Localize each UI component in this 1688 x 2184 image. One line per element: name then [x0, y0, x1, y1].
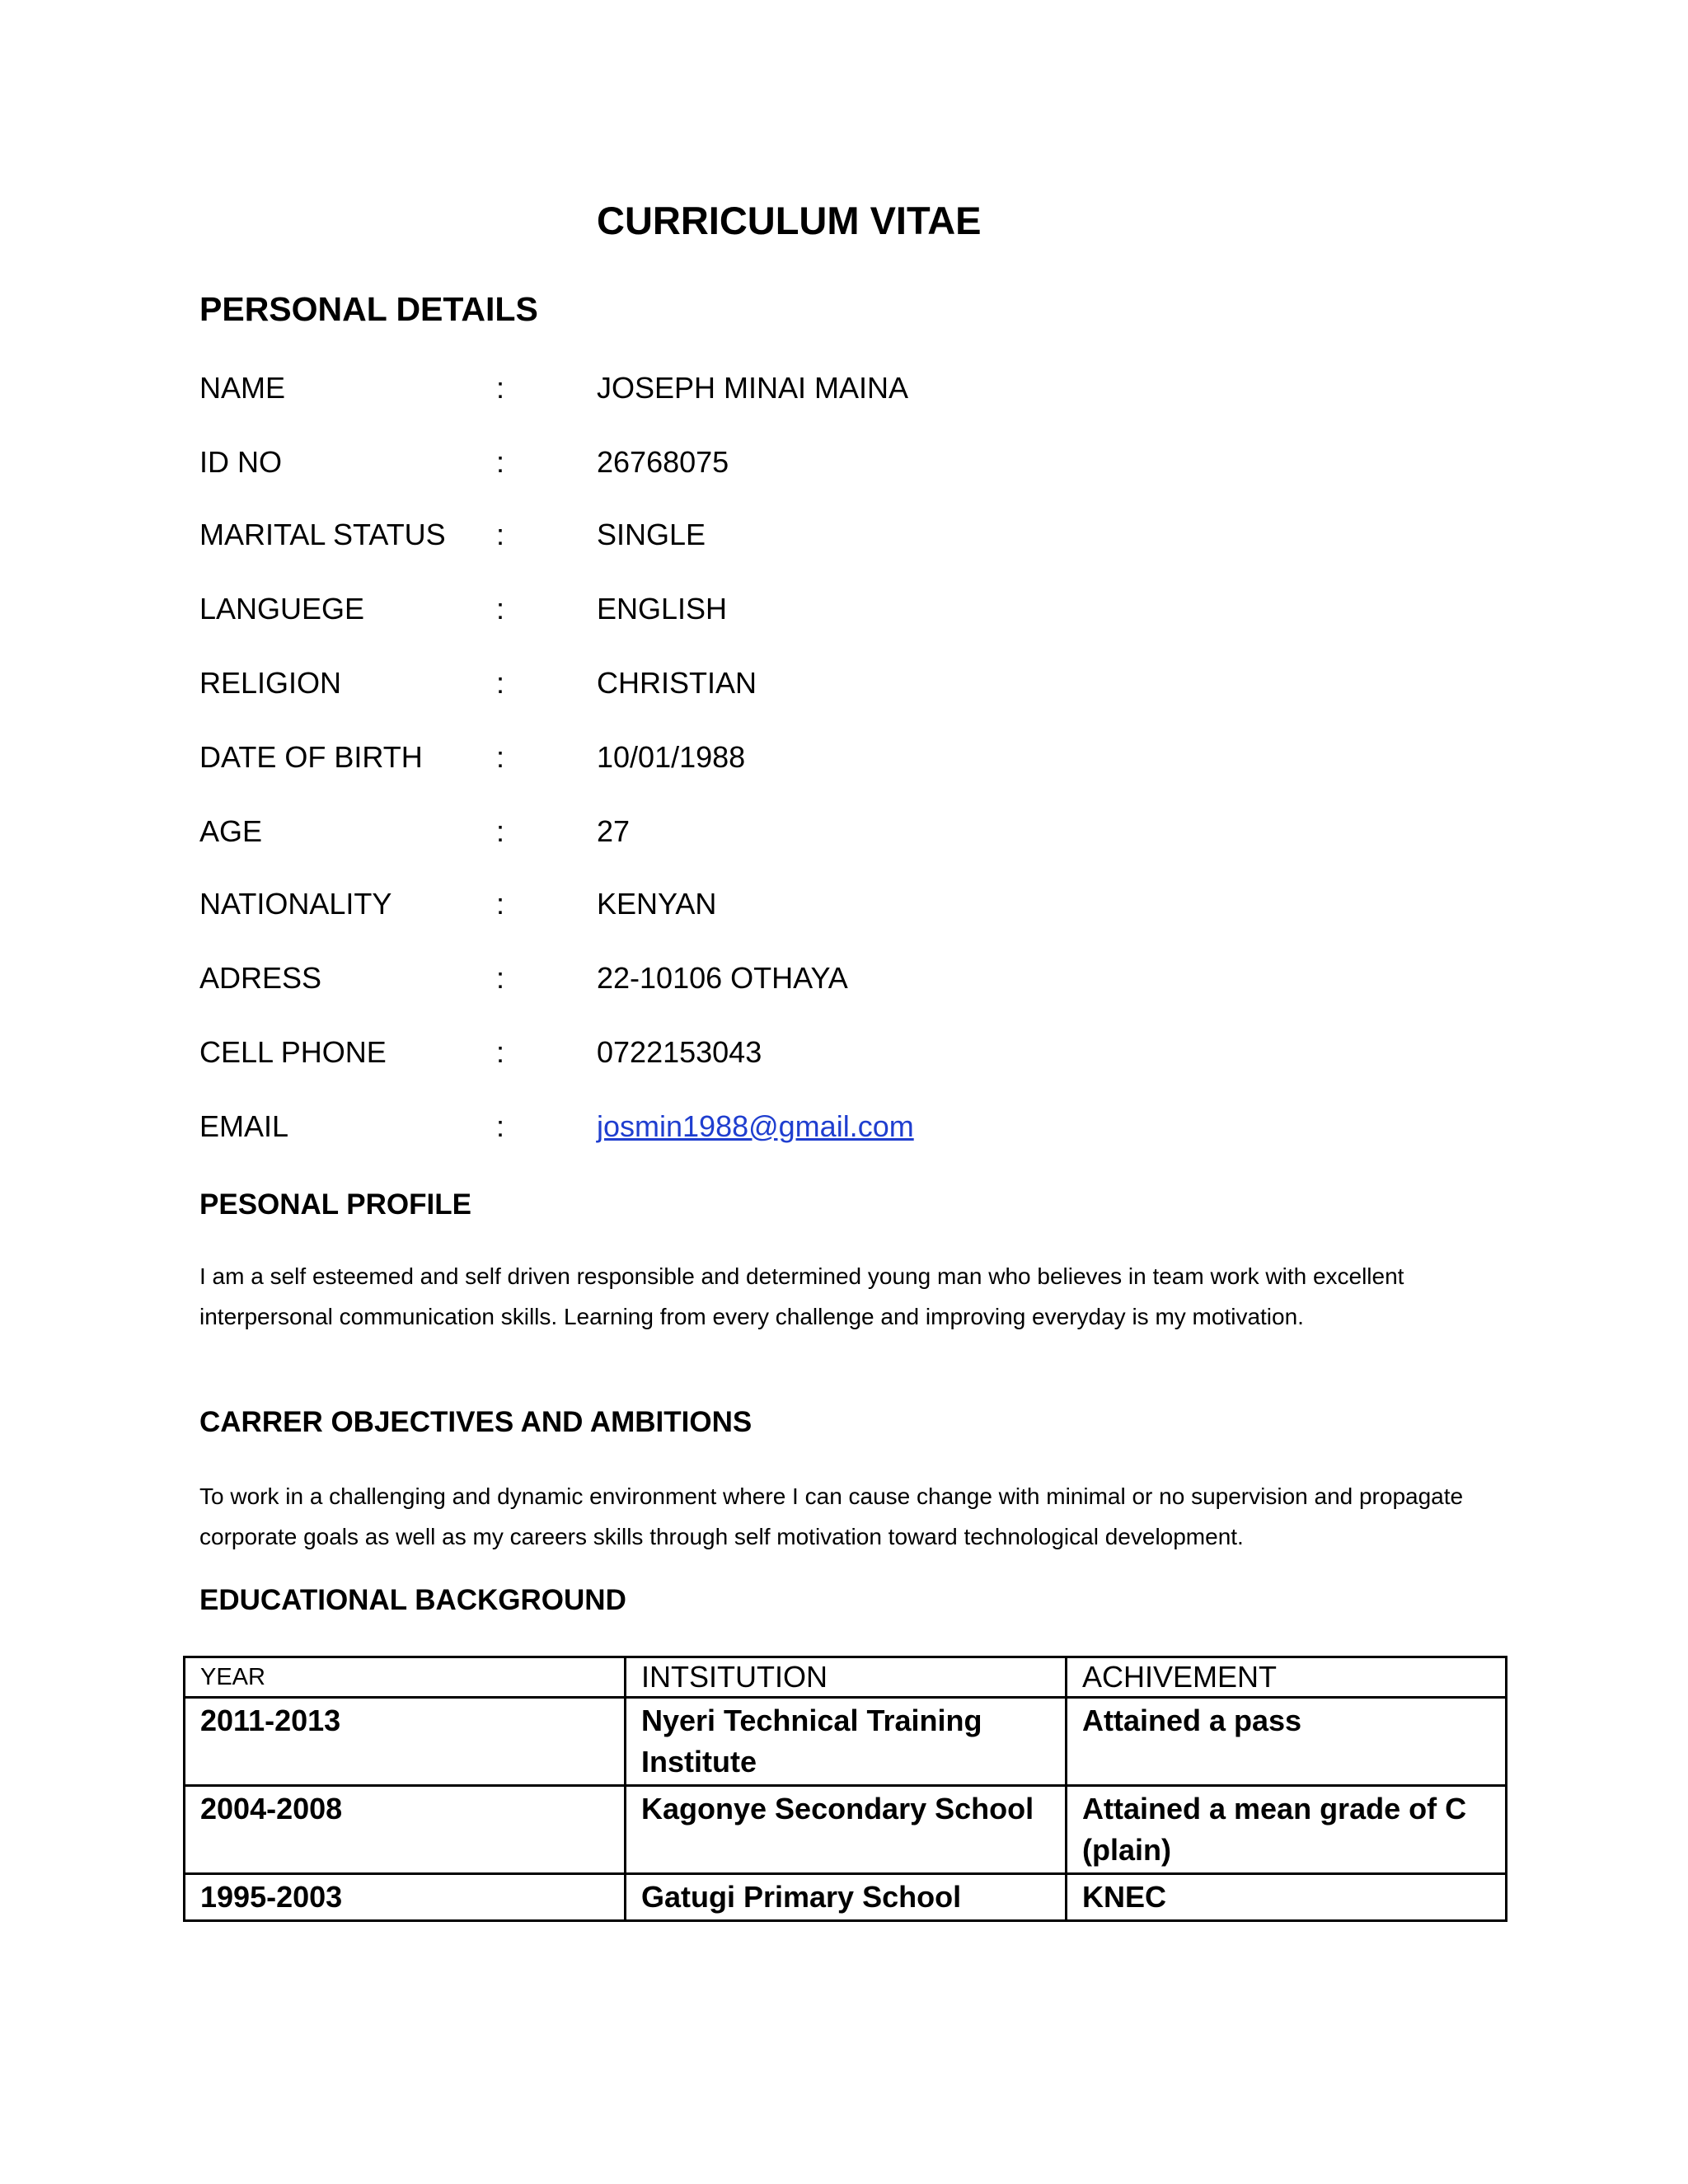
column-header-achievement: ACHIVEMENT: [1067, 1657, 1507, 1698]
education-table: [183, 1656, 1507, 1922]
detail-row-marital-status: [199, 518, 1436, 559]
table-row: [185, 1698, 1507, 1786]
detail-label: AGE: [199, 814, 263, 848]
cell-institution: Nyeri Technical Training Institute: [626, 1698, 1067, 1786]
cell-year: 2011-2013: [185, 1698, 626, 1786]
detail-row-religion: [199, 666, 1436, 707]
detail-value: 26768075: [597, 445, 729, 479]
document-title: CURRICULUM VITAE: [597, 199, 982, 242]
detail-separator: :: [496, 445, 505, 479]
detail-row-cell-phone: [199, 1035, 1436, 1076]
detail-value: 27: [597, 814, 631, 848]
detail-label: LANGUEGE: [199, 592, 365, 626]
detail-label: RELIGION: [199, 666, 342, 700]
cell-institution: Kagonye Secondary School: [626, 1786, 1067, 1874]
detail-row-nationality: [199, 887, 1436, 928]
detail-separator: :: [496, 1035, 505, 1069]
detail-row-email: [199, 1109, 1436, 1151]
detail-separator: :: [496, 666, 505, 700]
detail-label: ID NO: [199, 445, 283, 479]
detail-row-name: [199, 371, 1436, 412]
detail-label: CELL PHONE: [199, 1035, 387, 1069]
detail-separator: :: [496, 961, 505, 995]
detail-separator: :: [496, 518, 505, 551]
career-objectives-text: To work in a challenging and dynamic environment where I can cause change with minimal or no supervision and propagate corporate goals as well as my careers skills through self motivation toward technological development.: [199, 1483, 1464, 1549]
cell-institution: Gatugi Primary School: [626, 1874, 1067, 1921]
career-objectives-heading: CARRER OBJECTIVES AND AMBITIONS: [199, 1406, 753, 1438]
column-header-institution: INTSITUTION: [626, 1657, 1067, 1698]
detail-value: SINGLE: [597, 518, 706, 551]
detail-value: 10/01/1988: [597, 740, 746, 774]
column-header-year: YEAR: [185, 1657, 626, 1698]
table-row: [185, 1874, 1507, 1921]
education-heading: EDUCATIONAL BACKGROUND: [199, 1584, 626, 1616]
detail-value: CHRISTIAN: [597, 666, 757, 700]
detail-label: MARITAL STATUS: [199, 518, 446, 551]
detail-label: NAME: [199, 371, 286, 405]
cell-year: 2004-2008: [185, 1786, 626, 1874]
cell-achievement: KNEC: [1067, 1874, 1507, 1921]
detail-label: EMAIL: [199, 1109, 289, 1143]
detail-separator: :: [496, 740, 505, 774]
cell-achievement: Attained a pass: [1067, 1698, 1507, 1786]
detail-value: 0722153043: [597, 1035, 762, 1069]
cell-year: 1995-2003: [185, 1874, 626, 1921]
detail-separator: :: [496, 814, 505, 848]
detail-separator: :: [496, 1109, 505, 1143]
detail-label: ADRESS: [199, 961, 322, 995]
detail-value: 22-10106 OTHAYA: [597, 961, 848, 995]
detail-row-language: [199, 592, 1436, 633]
personal-profile-heading: PESONAL PROFILE: [199, 1188, 471, 1221]
personal-details-heading: PERSONAL DETAILS: [199, 290, 538, 328]
detail-value: KENYAN: [597, 887, 717, 921]
detail-value: ENGLISH: [597, 592, 728, 626]
table-header-row: [185, 1657, 1507, 1698]
detail-row-address: [199, 961, 1436, 1002]
detail-separator: :: [496, 887, 505, 921]
detail-row-id-no: [199, 445, 1436, 486]
personal-profile-text: I am a self esteemed and self driven responsible and determined young man who believes in team work with excellent interpersonal communication skills. Learning from every challenge and improving everyday is my motivation.: [199, 1263, 1404, 1329]
detail-row-age: [199, 814, 1436, 855]
cell-achievement: Attained a mean grade of C (plain): [1067, 1786, 1507, 1874]
detail-separator: :: [496, 371, 505, 405]
detail-label: NATIONALITY: [199, 887, 392, 921]
email-link[interactable]: josmin1988@gmail.com: [597, 1109, 914, 1143]
detail-separator: :: [496, 592, 505, 626]
detail-row-date-of-birth: [199, 740, 1436, 781]
detail-value: JOSEPH MINAI MAINA: [597, 371, 909, 405]
detail-label: DATE OF BIRTH: [199, 740, 423, 774]
table-row: [185, 1786, 1507, 1874]
